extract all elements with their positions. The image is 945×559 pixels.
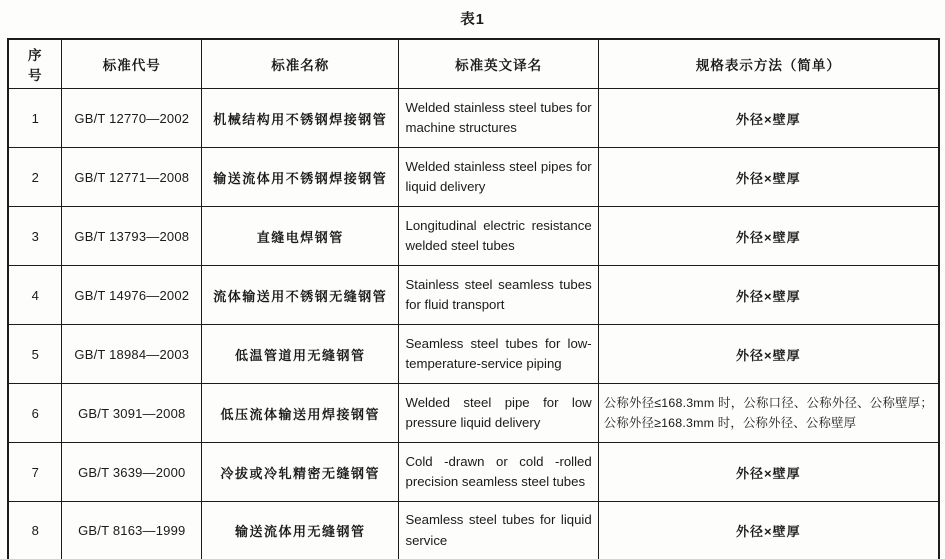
serial-number-cell: 6 xyxy=(8,384,62,443)
standard-name-cell: 冷拔或冷轧精密无缝钢管 xyxy=(202,443,399,502)
table-row xyxy=(8,148,939,207)
standard-name-cell: 机械结构用不锈钢焊接钢管 xyxy=(202,89,399,148)
standard-code-cell: GB/T 18984—2003 xyxy=(62,325,202,384)
english-name-cell: Welded stainless steel tubes for machine structures xyxy=(399,89,598,148)
header-standard-code: 标准代号 xyxy=(62,39,202,89)
table-row xyxy=(8,89,939,148)
standard-name-cell: 输送流体用不锈钢焊接钢管 xyxy=(202,148,399,207)
table-row xyxy=(8,384,939,443)
serial-number-cell: 4 xyxy=(8,266,62,325)
spec-method-cell: 外径×壁厚 xyxy=(598,266,939,325)
serial-number-cell: 3 xyxy=(8,207,62,266)
serial-number-cell: 7 xyxy=(8,443,62,502)
spec-method-cell: 外径×壁厚 xyxy=(598,89,939,148)
serial-number-cell: 2 xyxy=(8,148,62,207)
standard-code-cell: GB/T 14976—2002 xyxy=(62,266,202,325)
header-spec-method: 规格表示方法（简单） xyxy=(598,39,939,89)
standard-name-cell: 低温管道用无缝钢管 xyxy=(202,325,399,384)
standard-code-cell: GB/T 12770—2002 xyxy=(62,89,202,148)
standard-name-cell: 直缝电焊钢管 xyxy=(202,207,399,266)
serial-number-cell: 1 xyxy=(8,89,62,148)
header-serial-number: 序 号 xyxy=(8,39,62,89)
table-row xyxy=(8,325,939,384)
standard-name-cell: 低压流体输送用焊接钢管 xyxy=(202,384,399,443)
standard-code-cell: GB/T 3639—2000 xyxy=(62,443,202,502)
table-header-row xyxy=(8,39,939,89)
standard-code-cell: GB/T 8163—1999 xyxy=(62,502,202,559)
standard-code-cell: GB/T 3091—2008 xyxy=(62,384,202,443)
spec-method-cell: 外径×壁厚 xyxy=(598,148,939,207)
header-english-name: 标准英文译名 xyxy=(399,39,598,89)
standard-name-cell: 流体输送用不锈钢无缝钢管 xyxy=(202,266,399,325)
english-name-cell: Welded steel pipe for low pressure liquid delivery xyxy=(399,384,598,443)
spec-method-cell: 外径×壁厚 xyxy=(598,207,939,266)
table-row xyxy=(8,502,939,559)
spec-method-cell: 公称外径≤168.3mm 时，公称口径、公称外径、公称壁厚；公称外径≥168.3mm 时，公称外径、公称壁厚 xyxy=(598,384,939,443)
table-row xyxy=(8,443,939,502)
table-row xyxy=(8,266,939,325)
table-row xyxy=(8,207,939,266)
spec-method-cell: 外径×壁厚 xyxy=(598,325,939,384)
english-name-cell: Seamless steel tubes for low-temperature-service piping xyxy=(399,325,598,384)
english-name-cell: Welded stainless steel pipes for liquid delivery xyxy=(399,148,598,207)
spec-method-cell: 外径×壁厚 xyxy=(598,502,939,559)
english-name-cell: Longitudinal electric resistance welded steel tubes xyxy=(399,207,598,266)
spec-method-cell: 外径×壁厚 xyxy=(598,443,939,502)
standards-table xyxy=(7,38,940,559)
standard-code-cell: GB/T 12771—2008 xyxy=(62,148,202,207)
english-name-cell: Stainless steel seamless tubes for fluid transport xyxy=(399,266,598,325)
standard-code-cell: GB/T 13793—2008 xyxy=(62,207,202,266)
serial-number-cell: 5 xyxy=(8,325,62,384)
table-title: 表1 xyxy=(460,12,485,28)
standard-name-cell: 输送流体用无缝钢管 xyxy=(202,502,399,559)
header-standard-name: 标准名称 xyxy=(202,39,399,89)
english-name-cell: Cold -drawn or cold -rolled precision seamless steel tubes xyxy=(399,443,598,502)
english-name-cell: Seamless steel tubes for liquid service xyxy=(399,502,598,559)
serial-number-cell: 8 xyxy=(8,502,62,559)
